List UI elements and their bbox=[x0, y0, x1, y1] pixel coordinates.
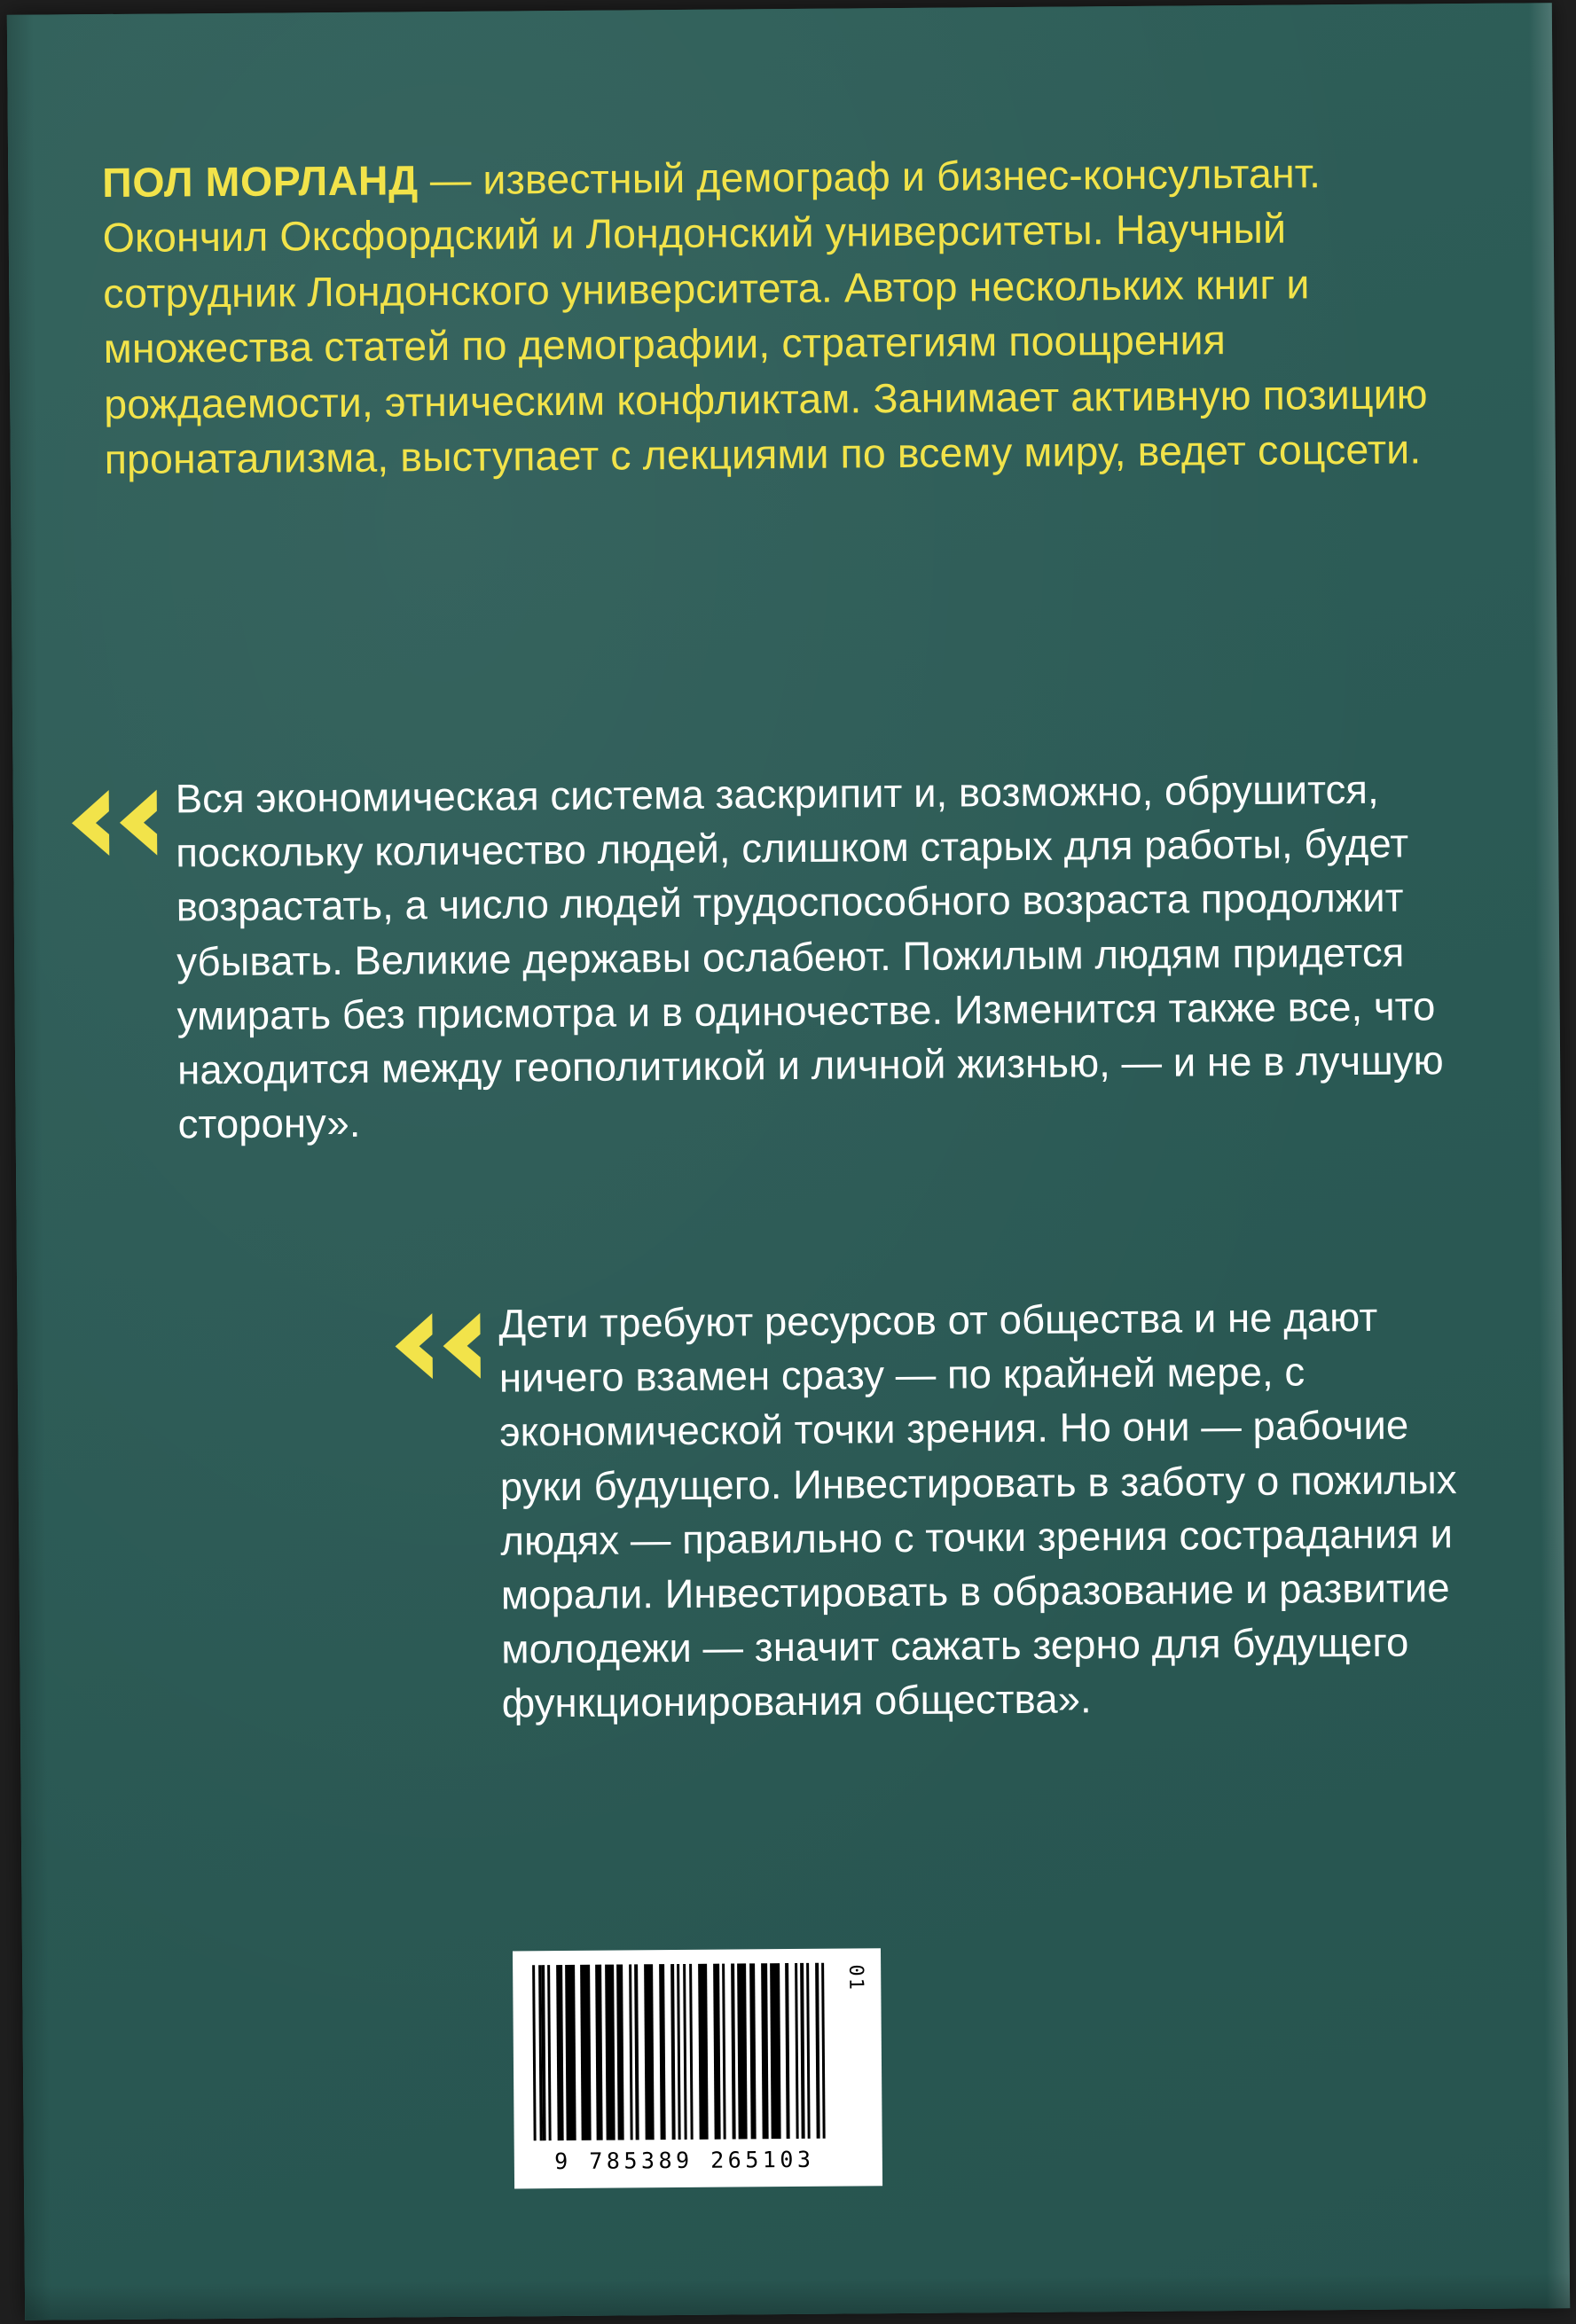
quote-block-1 bbox=[67, 762, 1490, 1153]
quote-mark-icon bbox=[67, 787, 174, 857]
quote-text-2: Дети требуют ресурсов от общества и не дают ничего взамен сразу — по крайней мере, с экономической точки зрения. Но они — рабочие руки будущего. Инвестировать в заботу о пожилых людях — правильно с точки зрения сострадания и морали. Инвестировать в образование и развитие молодежи — значит сажать зерно для будущего функционирования общества». bbox=[498, 1294, 1457, 1726]
barcode-addon: 01 bbox=[844, 1964, 867, 1992]
quote-text-1: Вся экономическая система заскрипит и, возможно, обрушится, поскольку количество людей, слишком старых для работы, будет возрастать, а число людей трудоспособного возраста продолжит убывать. Великие державы ослабеют. Пожилым людям придется умирать без присмотра и в одиночестве. Изменится также все, что находится между геополитикой и личной жизнью, — и не в лучшую сторону». bbox=[175, 766, 1444, 1147]
left-edge-shadow bbox=[7, 15, 51, 2320]
quote-block-2 bbox=[389, 1289, 1493, 1732]
quote-mark-icon bbox=[389, 1311, 497, 1381]
barcode-bars bbox=[532, 1963, 827, 2141]
barcode-bar bbox=[821, 1963, 826, 2139]
barcode bbox=[513, 1948, 882, 2188]
author-bio-text: — известный демограф и бизнес-консультант. Окончил Оксфордский и Лондонский университеты. Научный сотрудник Лондонского университета. Автор нескольких книг и множества статей по демографии, стратегиям поощрения рождаемости, этническим конфликтам. Занимает активную позицию пронатализма, выступает с лекциями по всему миру, ведет соцсети. bbox=[102, 149, 1428, 483]
author-name: ПОЛ МОРЛАНД bbox=[102, 156, 419, 206]
cover-surface bbox=[7, 3, 1570, 2320]
right-edge-highlight bbox=[1529, 3, 1570, 2308]
bottom-edge-shadow bbox=[25, 2273, 1570, 2320]
author-bio-paragraph bbox=[102, 145, 1444, 488]
barcode-digits: 9 785389 265103 bbox=[554, 2146, 815, 2175]
